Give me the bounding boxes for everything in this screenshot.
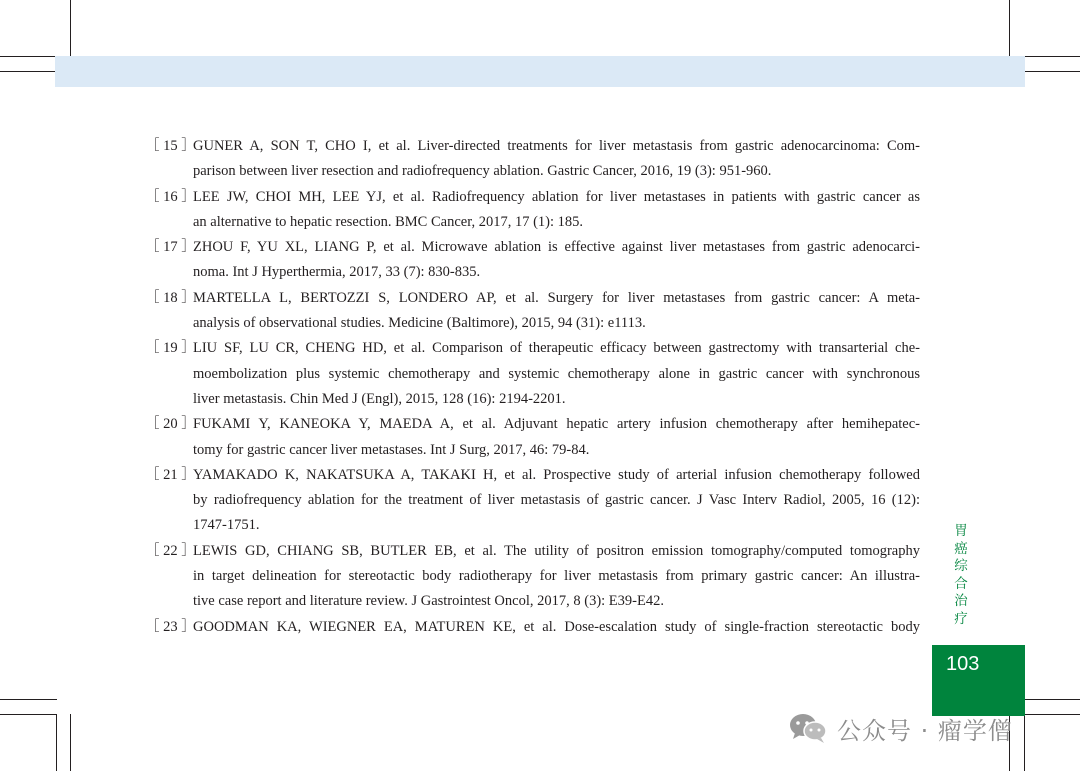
- header-band: [55, 56, 1025, 87]
- crop-mark: [0, 56, 57, 57]
- reference-number: ［ 20 ］: [145, 416, 196, 433]
- reference-text-line: 1747-1751.: [193, 517, 260, 534]
- reference-text-line: YAMAKADO K, NAKATSUKA A, TAKAKI H, et al. Prospective study of arterial infusion chemotherapy followed: [193, 466, 920, 483]
- crop-mark: [70, 0, 71, 57]
- reference-item: [0, 134, 1080, 185]
- reference-item: [0, 286, 1080, 337]
- reference-item: [0, 463, 1080, 539]
- reference-text-line: by radiofrequency ablation for the treatment of liver metastasis of gastric cancer. J Vasc Interv Radiol, 2005, 16 (12):: [193, 492, 920, 509]
- reference-item: [0, 336, 1080, 412]
- reference-item: [0, 185, 1080, 236]
- reference-text-line: moembolization plus systemic chemotherapy and systemic chemotherapy alone in gastric cancer with synchronous: [193, 365, 920, 382]
- crop-mark: [1024, 714, 1025, 771]
- reference-text-line: ZHOU F, YU XL, LIANG P, et al. Microwave ablation is effective against liver metastases from gastric adenocarci-: [193, 239, 920, 256]
- reference-number: ［ 21 ］: [145, 466, 196, 483]
- reference-text-line: analysis of observational studies. Medicine (Baltimore), 2015, 94 (31): e1113.: [193, 315, 646, 332]
- reference-text-line: FUKAMI Y, KANEOKA Y, MAEDA A, et al. Adjuvant hepatic artery infusion chemotherapy after hemihepatec-: [193, 416, 920, 433]
- watermark: [788, 711, 1013, 745]
- page-number-badge: [932, 645, 1025, 716]
- crop-mark: [1024, 699, 1080, 700]
- reference-number: ［ 18 ］: [145, 289, 196, 306]
- crop-mark: [1009, 0, 1010, 57]
- reference-text-line: LEWIS GD, CHIANG SB, BUTLER EB, et al. The utility of positron emission tomography/computed tomography: [193, 542, 920, 559]
- reference-list: [0, 134, 1080, 640]
- reference-text-line: GOODMAN KA, WIEGNER EA, MATUREN KE, et al. Dose-escalation study of single-fraction stereotactic body: [193, 618, 920, 635]
- reference-text-line: GUNER A, SON T, CHO I, et al. Liver-directed treatments for liver metastasis from gastric adenocarcinoma: Com-: [193, 138, 920, 154]
- reference-number: ［ 15 ］: [145, 138, 196, 154]
- crop-mark: [0, 71, 57, 72]
- reference-text-line: in target delineation for stereotactic body radiotherapy for liver metastasis from primary gastric cancer: An illustra-: [193, 568, 920, 585]
- crop-mark: [56, 714, 57, 771]
- reference-text-line: noma. Int J Hyperthermia, 2017, 33 (7): 830-835.: [193, 264, 481, 281]
- crop-mark: [70, 714, 71, 771]
- crop-mark: [1024, 71, 1080, 72]
- reference-item: [0, 235, 1080, 286]
- crop-mark: [1024, 56, 1080, 57]
- watermark-text: 公众号 · 瘤学僧: [837, 716, 1013, 745]
- reference-item: [0, 412, 1080, 463]
- wechat-icon: [788, 712, 828, 744]
- reference-item: [0, 615, 1080, 640]
- reference-number: ［ 23 ］: [145, 618, 196, 635]
- running-side-title: 胃癌综合治疗: [954, 523, 968, 627]
- reference-text-line: tive case report and literature review. J Gastrointest Oncol, 2017, 8 (3): E39-E42.: [193, 593, 664, 610]
- crop-mark: [1024, 714, 1080, 715]
- crop-mark: [0, 699, 57, 700]
- reference-text-line: tomy for gastric cancer liver metastases. Int J Surg, 2017, 46: 79-84.: [193, 441, 590, 458]
- reference-text-line: MARTELLA L, BERTOZZI S, LONDERO AP, et al. Surgery for liver metastases from gastric cancer: A meta-: [193, 289, 920, 306]
- reference-text-line: LIU SF, LU CR, CHENG HD, et al. Comparison of therapeutic efficacy between gastrectomy with transarterial che-: [193, 340, 920, 357]
- reference-number: ［ 17 ］: [145, 239, 196, 256]
- reference-text-line: liver metastasis. Chin Med J (Engl), 2015, 128 (16): 2194-2201.: [193, 390, 566, 407]
- reference-number: ［ 19 ］: [145, 340, 196, 357]
- crop-mark: [0, 714, 57, 715]
- reference-text-line: an alternative to hepatic resection. BMC Cancer, 2017, 17 (1): 185.: [193, 213, 583, 230]
- reference-text-line: parison between liver resection and radiofrequency ablation. Gastric Cancer, 2016, 19 (3): 951-960.: [193, 163, 772, 180]
- reference-number: ［ 22 ］: [145, 542, 196, 559]
- reference-text-line: LEE JW, CHOI MH, LEE YJ, et al. Radiofrequency ablation for liver metastases in patients with gastric cancer as: [193, 188, 920, 205]
- reference-item: [0, 539, 1080, 615]
- reference-number: ［ 16 ］: [145, 188, 196, 205]
- page-number: 103: [946, 653, 980, 675]
